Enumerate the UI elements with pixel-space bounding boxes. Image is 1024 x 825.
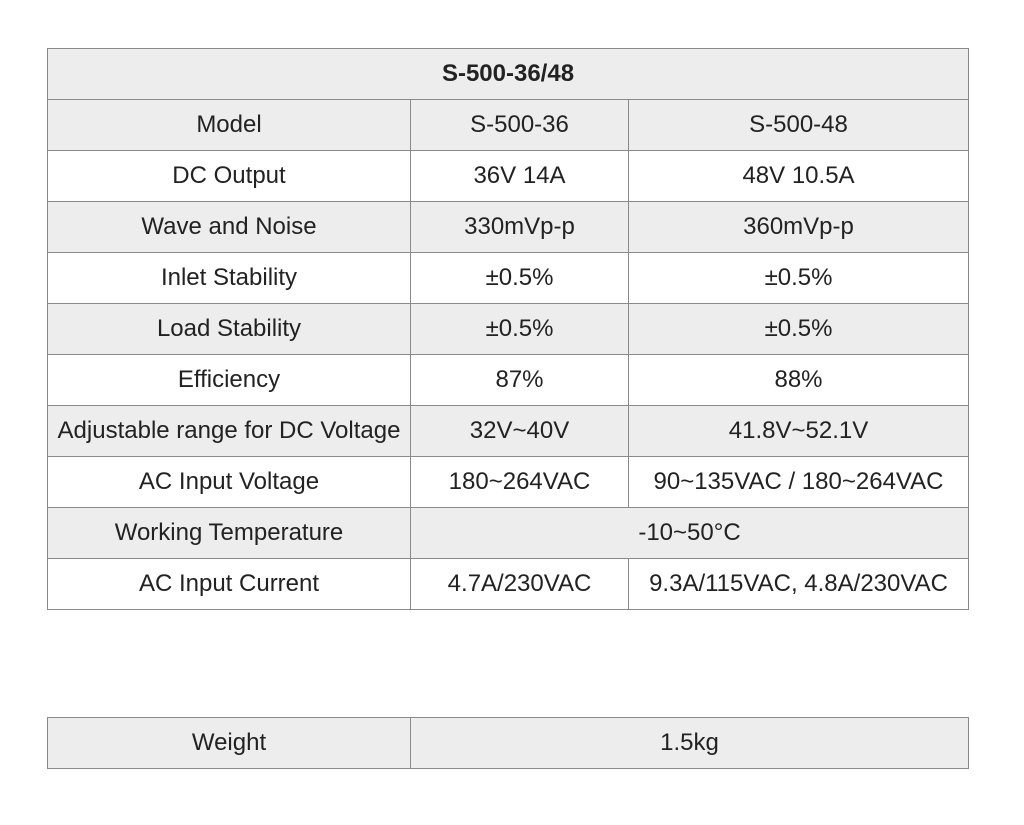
row-load-stability xyxy=(48,304,969,355)
row-label: Load Stability xyxy=(48,304,411,355)
value-48: 48V 10.5A xyxy=(629,151,969,202)
row-label: Inlet Stability xyxy=(48,253,411,304)
row-working-temperature xyxy=(48,508,969,559)
weight-label: Weight xyxy=(48,718,411,769)
value-36: 4.7A/230VAC xyxy=(411,559,629,610)
value-48: 9.3A/115VAC, 4.8A/230VAC xyxy=(629,559,969,610)
row-adjustable-range xyxy=(48,406,969,457)
row-weight xyxy=(48,718,969,769)
value-36: 330mVp-p xyxy=(411,202,629,253)
value-36: S-500-36 xyxy=(411,100,629,151)
row-wave-noise xyxy=(48,202,969,253)
value-36: 87% xyxy=(411,355,629,406)
value-48: ±0.5% xyxy=(629,304,969,355)
row-efficiency xyxy=(48,355,969,406)
row-label: AC Input Current xyxy=(48,559,411,610)
value-36: ±0.5% xyxy=(411,253,629,304)
row-ac-input-voltage xyxy=(48,457,969,508)
row-label: Adjustable range for DC Voltage xyxy=(48,406,411,457)
row-label: Efficiency xyxy=(48,355,411,406)
value-36: 180~264VAC xyxy=(411,457,629,508)
value-36: ±0.5% xyxy=(411,304,629,355)
value-36: 36V 14A xyxy=(411,151,629,202)
value-48: 90~135VAC / 180~264VAC xyxy=(629,457,969,508)
value-48: 88% xyxy=(629,355,969,406)
weight-value: 1.5kg xyxy=(411,718,969,769)
value-48: 360mVp-p xyxy=(629,202,969,253)
table-title: S-500-36/48 xyxy=(48,49,969,100)
weight-table xyxy=(47,717,969,769)
spec-table xyxy=(47,48,969,610)
value-48: ±0.5% xyxy=(629,253,969,304)
row-dc-output xyxy=(48,151,969,202)
row-label: Model xyxy=(48,100,411,151)
row-model xyxy=(48,100,969,151)
row-label: DC Output xyxy=(48,151,411,202)
row-label: Wave and Noise xyxy=(48,202,411,253)
table-title-row xyxy=(48,49,969,100)
row-inlet-stability xyxy=(48,253,969,304)
row-label: AC Input Voltage xyxy=(48,457,411,508)
row-label: Working Temperature xyxy=(48,508,411,559)
value-merged: -10~50°C xyxy=(411,508,969,559)
value-48: S-500-48 xyxy=(629,100,969,151)
value-36: 32V~40V xyxy=(411,406,629,457)
value-48: 41.8V~52.1V xyxy=(629,406,969,457)
row-ac-input-current xyxy=(48,559,969,610)
